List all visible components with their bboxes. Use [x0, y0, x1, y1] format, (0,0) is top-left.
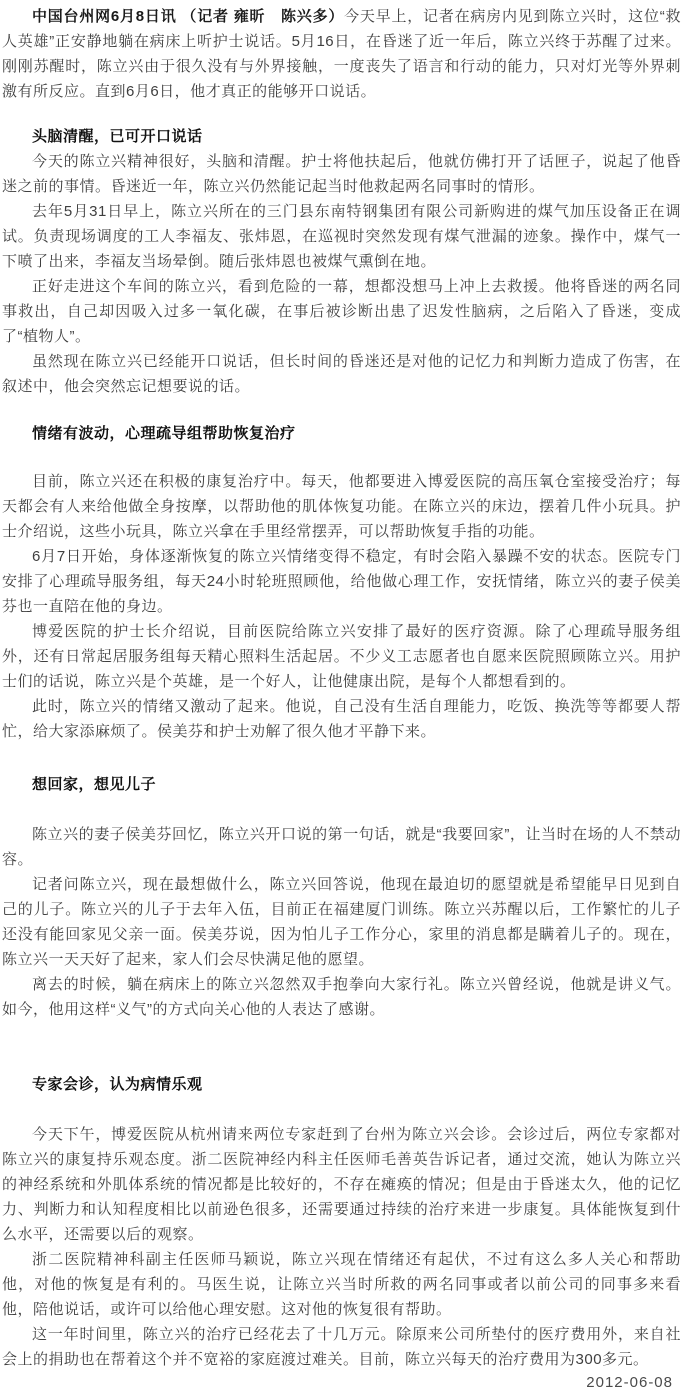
publish-date: 2012-06-08 [586, 1374, 673, 1391]
paragraph: 6月7日开始，身体逐渐恢复的陈立兴情绪变得不稳定，有时会陷入暴躁不安的状态。医院专门安排了心理疏导服务组，每天24小时轮班照顾他，给他做心理工作，安抚情绪，陈立兴的妻子侯美芬也一直陪在他的身边。 [2, 548, 681, 615]
paragraph: 离去的时候，躺在病床上的陈立兴忽然双手抱拳向大家行礼。陈立兴曾经说，他就是讲义气。如今，他用这样“义气”的方式向关心他的人表达了感谢。 [2, 976, 681, 1018]
paragraph: 浙二医院精神科副主任医师马颖说，陈立兴现在情绪还有起伏，不过有这么多人关心和帮助他，对他的恢复是有利的。马医生说，让陈立兴当时所救的两名同事或者以前公司的同事多来看他，陪他说话，或许可以给他心理安慰。这对他的恢复很有帮助。 [2, 1251, 681, 1318]
paragraph: 目前，陈立兴还在积极的康复治疗中。每天，他都要进入博爱医院的高压氧仓室接受治疗；每天都会有人来给他做全身按摩，以帮助他的肌体恢复功能。在陈立兴的床边，摆着几件小玩具。护士介绍说，这些小玩具，陈立兴拿在手里经常摆弄，可以帮助恢复手指的功能。 [2, 473, 681, 540]
section-heading-expert-consult: 专家会诊，认为病情乐观 [32, 1076, 203, 1093]
lead-paragraph [2, 4, 681, 104]
paragraph: 正好走进这个车间的陈立兴，看到危险的一幕，想都没想马上冲上去救援。他将昏迷的两名同事救出，自己却因吸入过多一氧化碳，在事后被诊断出患了迟发性脑病，之后陷入了昏迷，变成了“植物人”。 [2, 278, 681, 345]
paragraph: 此时，陈立兴的情绪又激动了起来。他说，自己没有生活自理能力，吃饭、换洗等等都要人帮忙，给大家添麻烦了。侯美芬和护士劝解了很久他才平静下来。 [2, 698, 681, 740]
paragraph: 记者问陈立兴，现在最想做什么，陈立兴回答说，他现在最迫切的愿望就是希望能早日见到自己的儿子。陈立兴的儿子于去年入伍，目前正在福建厦门训练。陈立兴苏醒以后，工作繁忙的儿子还没有能回家见父亲一面。侯美芬说，因为怕儿子工作分心，家里的消息都是瞒着儿子的。现在，陈立兴一天天好了起来，家人们会尽快满足他的愿望。 [2, 876, 681, 968]
section-heading-mind-clear: 头脑清醒，已可开口说话 [32, 128, 203, 145]
section-heading-mood-swings: 情绪有波动，心理疏导组帮助恢复治疗 [32, 425, 296, 442]
paragraph: 这一年时间里，陈立兴的治疗已经花去了十几万元。除原来公司所垫付的医疗费用外，来自社会上的捐助也在帮着这个并不宽裕的家庭渡过难关。目前，陈立兴每天的治疗费用为300多元。 [2, 1326, 681, 1368]
paragraph: 虽然现在陈立兴已经能开口说话，但长时间的昏迷还是对他的记忆力和判断力造成了伤害，在叙述中，他会突然忘记想要说的话。 [2, 353, 681, 395]
paragraph: 陈立兴的妻子侯美芬回忆，陈立兴开口说的第一句话，就是“我要回家”，让当时在场的人不禁动容。 [2, 826, 681, 868]
paragraph: 博爱医院的护士长介绍说，目前医院给陈立兴安排了最好的医疗资源。除了心理疏导服务组外，还有日常起居服务组每天精心照料生活起居。不少义工志愿者也自愿来医院照顾陈立兴。用护士们的话说，陈立兴是个英雄，是一个好人，让他健康出院，是每个人都想看到的。 [2, 623, 681, 690]
paragraph: 今天的陈立兴精神很好，头脑和清醒。护士将他扶起后，他就仿佛打开了话匣子，说起了他昏迷之前的事情。昏迷近一年，陈立兴仍然能记起当时他救起两名同事时的情形。 [2, 153, 681, 195]
paragraph: 今天下午，博爱医院从杭州请来两位专家赶到了台州为陈立兴会诊。会诊过后，两位专家都对陈立兴的康复持乐观态度。浙二医院神经内科主任医师毛善英告诉记者，通过交流，她认为陈立兴的神经系统和外肌体系统的情况都是比较好的，不存在瘫痪的情况；但是由于昏迷太久，他的记忆力、判断力和认知程度相比以前逊色很多，还需要通过持续的治疗来进一步康复。具体能恢复到什么水平，还需要以后的观察。 [2, 1126, 681, 1243]
section-heading-want-home: 想回家，想见儿子 [32, 776, 157, 793]
lead-dateline: 中国台州网6月8日讯 （记者 雍昕 陈兴多） [32, 8, 345, 25]
lead-text: 今天早上，记者在病房内见到陈立兴时，这位“救人英雄”正安静地躺在病床上听护士说话。5月16日，在昏迷了近一年后，陈立兴终于苏醒了过来。刚刚苏醒时，陈立兴由于很久没有与外界接触，一度丧失了语言和行动的能力，只对灯光等外界刺激有所反应。直到6月6日，他才真正的能够开口说话。 [2, 8, 681, 100]
paragraph: 去年5月31日早上，陈立兴所在的三门县东南特钢集团有限公司新购进的煤气加压设备正在调试。负责现场调度的工人李福友、张炜恩，在巡视时突然发现有煤气泄漏的迹象。操作中，煤气一下喷了出来，李福友当场晕倒。随后张炜恩也被煤气熏倒在地。 [2, 203, 681, 270]
